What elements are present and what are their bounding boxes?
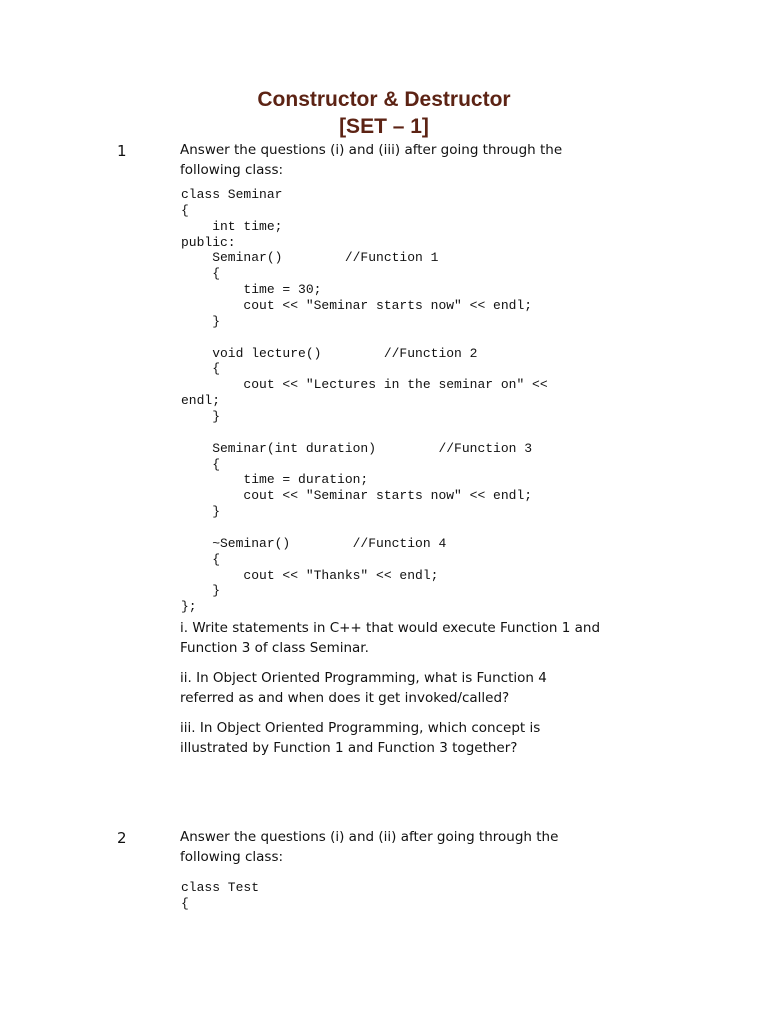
code-line: cout << "Thanks" << endl; [181,567,439,583]
code-line: Seminar() //Function 1 [181,250,439,266]
code-line: { [181,456,221,472]
sub-question-iii-line-1: iii. In Object Oriented Programming, which concept is [180,720,541,736]
question-2-prompt-line-1: Answer the questions (i) and (ii) after going through the [180,829,559,845]
question-1-code-block [181,187,548,615]
question-2-prompt-line-2: following class: [180,849,284,865]
code-line: time = 30; [181,282,322,298]
code-line: { [181,266,221,282]
code-line: } [181,313,221,329]
question-2-prompt [180,827,660,867]
code-line: } [181,583,221,599]
question-1-prompt [180,140,660,180]
code-line: { [181,551,221,567]
code-line: endl; [181,393,221,409]
question-1-sub-question-iii [180,718,660,758]
code-line: { [181,202,189,218]
code-line: ~Seminar() //Function 4 [181,535,447,551]
code-line: void lecture() //Function 2 [181,345,478,361]
code-line: cout << "Seminar starts now" << endl; [181,298,533,314]
sub-question-iii-line-2: illustrated by Function 1 and Function 3 together? [180,740,518,756]
code-line: time = duration; [181,472,369,488]
question-1-sub-question-ii [180,668,660,708]
code-line: }; [181,599,197,615]
code-line [181,425,548,441]
document-subtitle: [SET – 1] [339,115,429,138]
code-line [181,330,548,346]
question-1-prompt-line-2: following class: [180,162,284,178]
code-line: } [181,409,221,425]
code-line [181,520,548,536]
code-line: public: [181,234,236,250]
code-line: { [181,895,189,911]
sub-question-ii-line-2: referred as and when does it get invoked/called? [180,690,510,706]
sub-question-ii-line-1: ii. In Object Oriented Programming, what is Function 4 [180,670,547,686]
question-2-number: 2 [117,829,127,847]
sub-question-i-line-1: i. Write statements in C++ that would execute Function 1 and [180,620,601,636]
code-line: class Seminar [181,187,283,202]
question-2-code-block [181,880,259,912]
sub-question-i-line-2: Function 3 of class Seminar. [180,640,369,656]
code-line: cout << "Seminar starts now" << endl; [181,488,533,504]
question-1-prompt-line-1: Answer the questions (i) and (iii) after going through the [180,142,563,158]
code-line: Seminar(int duration) //Function 3 [181,440,533,456]
code-line: cout << "Lectures in the seminar on" << [181,377,548,393]
code-line: class Test [181,880,260,895]
code-line: } [181,504,221,520]
code-line: int time; [181,218,283,234]
question-1-sub-question-i [180,618,660,658]
document-title: Constructor & Destructor [257,88,511,111]
question-1-number: 1 [117,142,127,160]
code-line: { [181,361,221,377]
